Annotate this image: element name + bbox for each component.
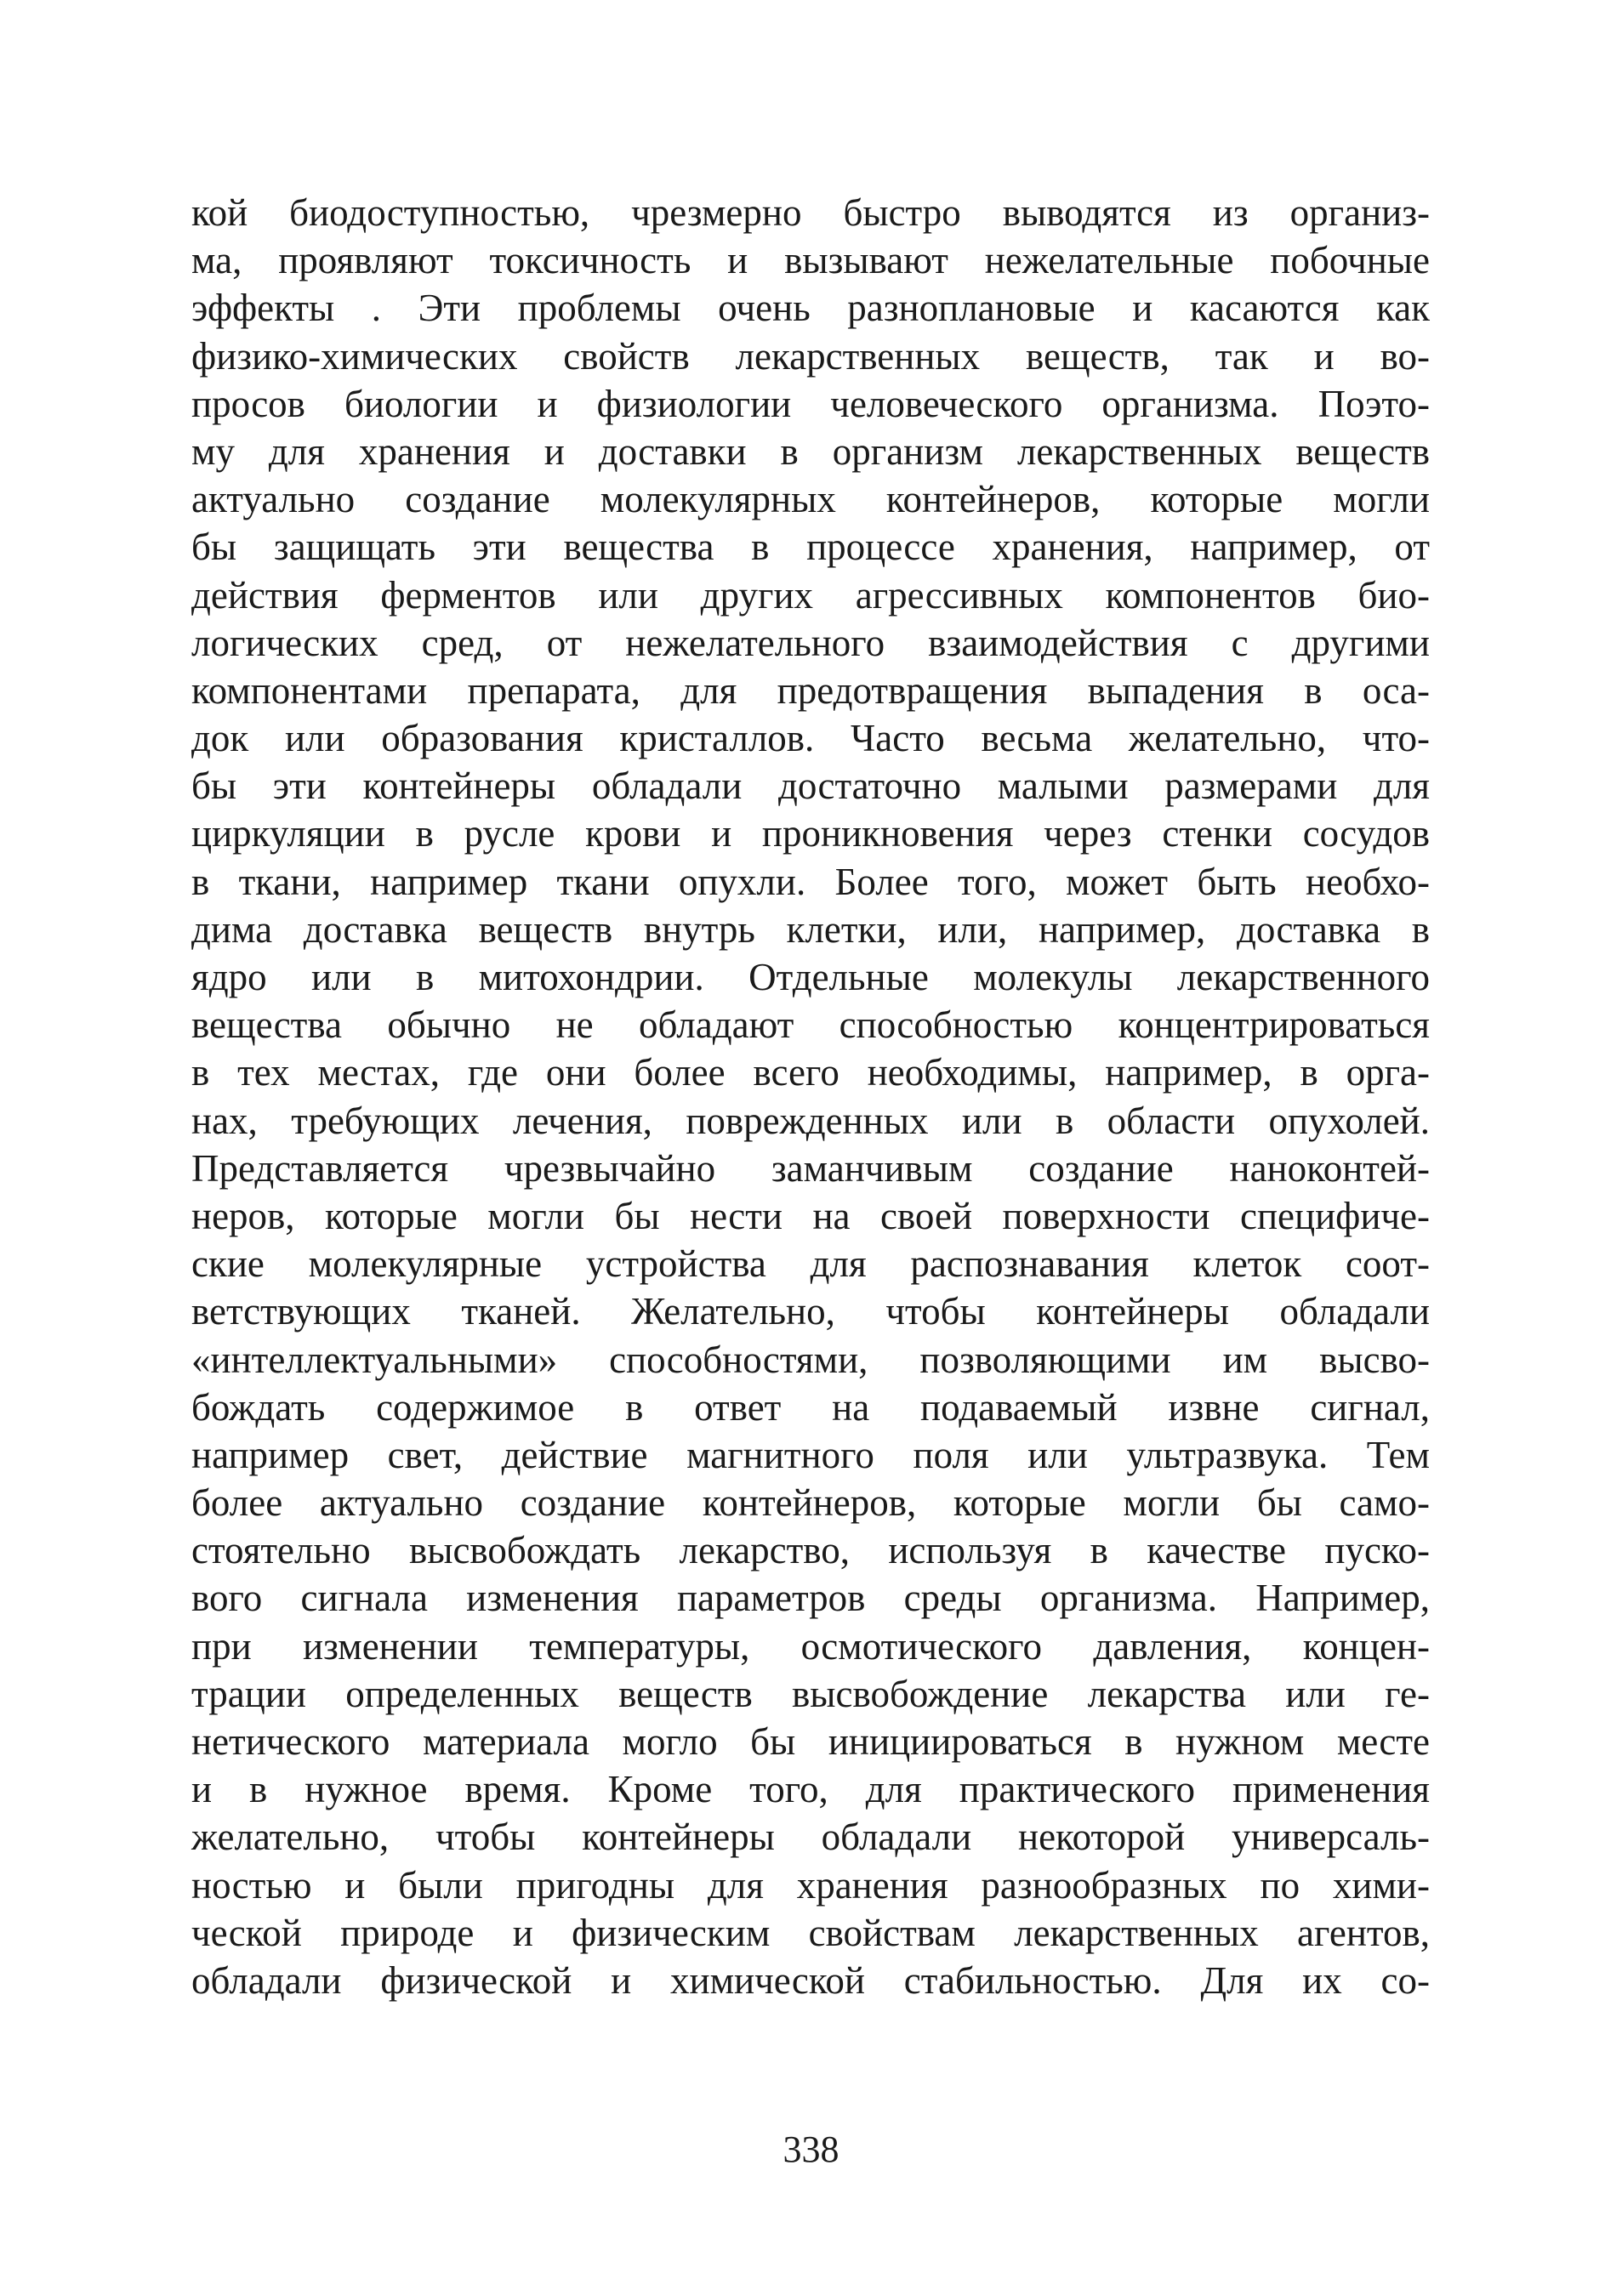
text-line: физико-химических свойств лекарственных веществ, так и во- bbox=[191, 334, 1430, 378]
text-line: ма, проявляют токсичность и вызывают нежелательные побочные bbox=[191, 239, 1430, 282]
text-line: и в нужное время. Кроме того, для практического применения bbox=[191, 1768, 1430, 1811]
page-number: 338 bbox=[783, 2128, 839, 2170]
text-line: бождать содержимое в ответ на подаваемый извне сигнал, bbox=[191, 1385, 1430, 1429]
text-line: бы эти контейнеры обладали достаточно малыми размерами для bbox=[191, 764, 1430, 808]
text-line: действия ферментов или других агрессивных компонентов био- bbox=[191, 573, 1430, 617]
text-line: ческой природе и физическим свойствам лекарственных агентов, bbox=[191, 1911, 1430, 1954]
text-line: при изменении температуры, осмотического давления, концен- bbox=[191, 1624, 1430, 1668]
text-line: желательно, чтобы контейнеры обладали некоторой универсаль- bbox=[191, 1816, 1430, 1859]
text-line: обладали физической и химической стабильностью. Для их со- bbox=[191, 1958, 1430, 2002]
text-line: му для хранения и доставки в организм лекарственных веществ bbox=[191, 429, 1430, 473]
text-line: например свет, действие магнитного поля или ультразвука. Тем bbox=[191, 1433, 1430, 1476]
text-line: вого сигнала изменения параметров среды организма. Например, bbox=[191, 1577, 1430, 1620]
text-line: актуально создание молекулярных контейнеров, которые могли bbox=[191, 478, 1430, 521]
text-line: ские молекулярные устройства для распознавания клеток соот- bbox=[191, 1242, 1430, 1286]
text-line: более актуально создание контейнеров, которые могли бы само- bbox=[191, 1481, 1430, 1525]
text-line: в ткани, например ткани опухли. Более того, может быть необхо- bbox=[191, 860, 1430, 903]
text-line: бы защищать эти вещества в процессе хранения, например, от bbox=[191, 526, 1430, 569]
text-line: трации определенных веществ высвобождение лекарства или ге- bbox=[191, 1672, 1430, 1715]
text-line: просов биологии и физиологии человеческого организма. Поэто- bbox=[191, 382, 1430, 425]
body-text bbox=[191, 189, 1430, 2004]
text-line: логических сред, от нежелательного взаимодействия с другими bbox=[191, 621, 1430, 664]
text-line: док или образования кристаллов. Часто весьма желательно, что- bbox=[191, 717, 1430, 760]
text-line: ядро или в митохондрии. Отдельные молекулы лекарственного bbox=[191, 956, 1430, 998]
text-line: ветствующих тканей. Желательно, чтобы контейнеры обладали bbox=[191, 1290, 1430, 1333]
text-line: дима доставка веществ внутрь клетки, или, например, доставка в bbox=[191, 907, 1430, 951]
text-line: кой биодоступностью, чрезмерно быстро выводятся из организ- bbox=[191, 191, 1430, 234]
text-line: «интеллектуальными» способностями, позволяющими им высво- bbox=[191, 1338, 1430, 1381]
text-line: эффекты . Эти проблемы очень разноплановые и касаются как bbox=[191, 287, 1430, 330]
text-line: нетического материала могло бы инициироваться в нужном месте bbox=[191, 1720, 1430, 1763]
text-line: неров, которые могли бы нести на своей поверхности специфиче- bbox=[191, 1194, 1430, 1237]
text-line: вещества обычно не обладают способностью концентрироваться bbox=[191, 1003, 1430, 1047]
text-line: Представляется чрезвычайно заманчивым создание наноконтей- bbox=[191, 1146, 1430, 1190]
text-line: стоятельно высвобождать лекарство, используя в качестве пуско- bbox=[191, 1529, 1430, 1572]
text-line: ностью и были пригодны для хранения разнообразных по хими- bbox=[191, 1863, 1430, 1907]
text-line: циркуляции в русле крови и проникновения через стенки сосудов bbox=[191, 812, 1430, 855]
text-line: компонентами препарата, для предотвращения выпадения в оса- bbox=[191, 668, 1430, 712]
text-line: в тех местах, где они более всего необходимы, например, в орга- bbox=[191, 1051, 1430, 1094]
text-line: нах, требующих лечения, поврежденных или в области опухолей. bbox=[191, 1099, 1430, 1142]
